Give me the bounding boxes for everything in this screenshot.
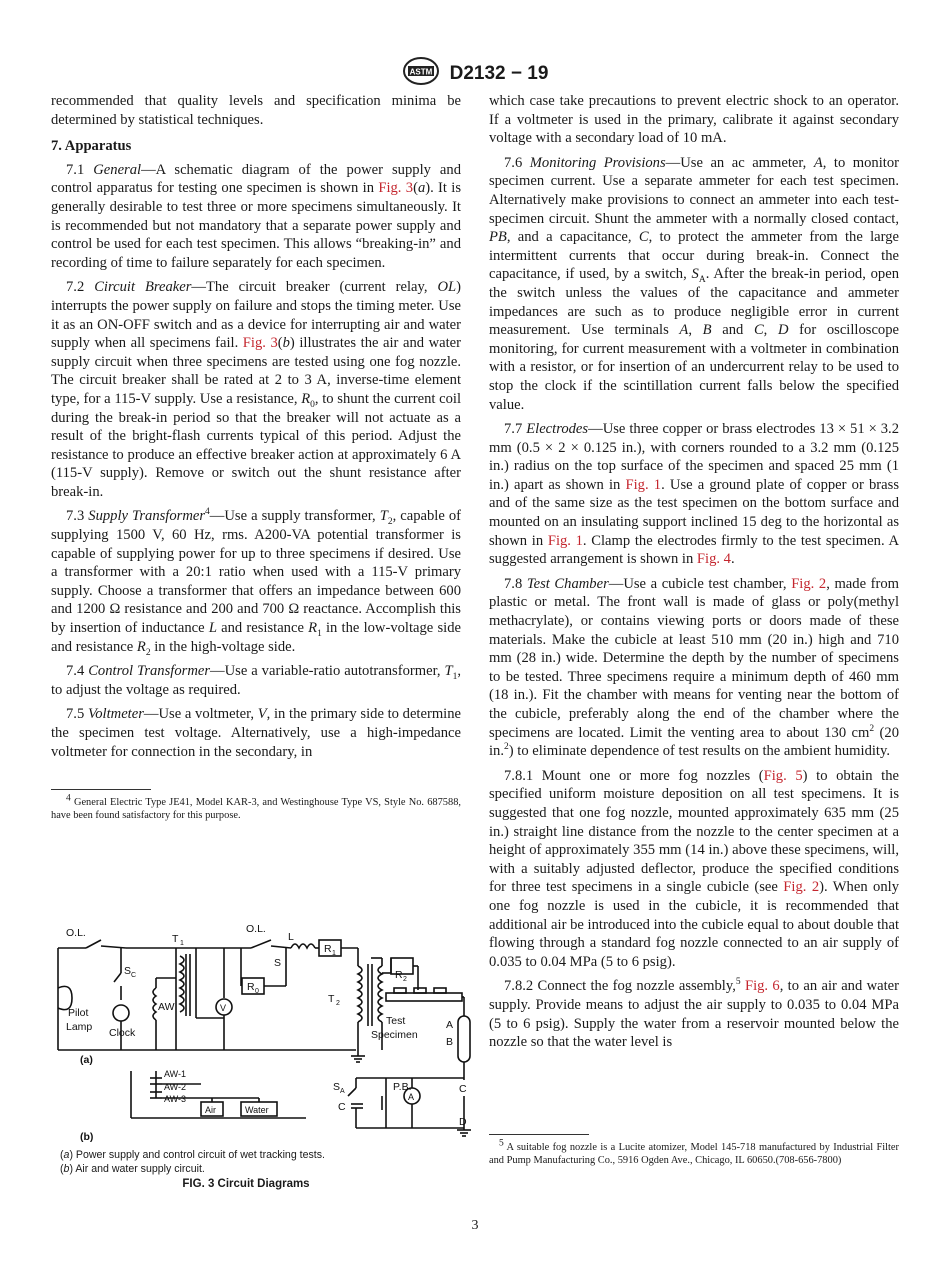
- figure-captions: [60, 1148, 325, 1176]
- label-t1: T: [172, 933, 179, 945]
- right-footnote-area: [489, 1134, 899, 1167]
- label-lamp: Lamp: [66, 1021, 93, 1033]
- document-designation: D2132 − 19: [449, 62, 549, 84]
- label-terminal-d: D: [459, 1116, 467, 1128]
- label-capacitor: C: [338, 1101, 346, 1113]
- label-terminal-b: B: [446, 1036, 454, 1048]
- section-title: 7. Apparatus: [51, 138, 132, 155]
- circuit-diagram: [46, 918, 476, 1143]
- fig-2-link[interactable]: Fig. 2: [791, 575, 827, 592]
- label-specimen: Specimen: [371, 1029, 418, 1041]
- label-r0: R: [247, 981, 255, 993]
- label-t2: T: [328, 993, 335, 1005]
- label-test: Test: [386, 1015, 406, 1027]
- label-s: S: [274, 957, 282, 969]
- fig-1-link[interactable]: Fig. 1: [625, 476, 662, 493]
- label-r0-sub: 0: [255, 988, 259, 995]
- figure-title: FIG. 3 Circuit Diagrams: [182, 1178, 310, 1190]
- footnote-rule: [489, 1134, 589, 1135]
- label-ammeter: A: [408, 1092, 415, 1102]
- paragraph-7-3: 7.3 Supply Transformer$^4$—Use a supply transformer, $T_2$, capable of supplying 1500 V, 60 Hz, rms. A200-VA potential transformer is capable of supplying power for up to three specimens if desired. Use a transformer with a 20:1 ratio when used with a 115-V primary supply. Choose a transformer that offers an impedance between 600 and 1200 Ω resistance and 200 and 700 Ω reactance. Accomplish this by insertion of inductance L and resistance $R_1$ in the low-voltage side and resistance $R_2$ in the high-voltage side.: [51, 507, 462, 658]
- caption-a: (a) Power supply and control circuit of wet tracking tests.: [60, 1149, 325, 1161]
- label-sc: S: [124, 965, 132, 977]
- circuit-diagram-figure: [46, 918, 476, 1148]
- label-ol-mid: O.L.: [246, 923, 266, 935]
- footnote-rule: [51, 789, 151, 790]
- label-sc-sub: C: [131, 972, 137, 979]
- label-l: L: [288, 931, 294, 943]
- paragraph-7-7: 7.7 Electrodes—Use three copper or brass electrodes 13 × 51 × 3.2 mm (0.5 × 2 × 0.125 in.), with corners rounded to a 3.2 mm (0.125 in.) radius on the top surface of the specimen and spaced 25 mm (1 in.) apart as shown in Fig. 1. Use a ground plate of copper or brass and of the same size as the test specimen on the bottom surface and mounted on an insulating support inclined 15 deg to the horizontal as shown in Fig. 1. Clamp the electrodes firmly to the test specimen. A suggested arrangement is shown in Fig. 4.: [489, 421, 899, 568]
- intro-paragraph: recommended that quality levels and specification minima be determined by statistical techniques.: [51, 93, 461, 128]
- left-column: [51, 92, 461, 828]
- label-aw2: AW-2: [164, 1082, 187, 1092]
- label-terminal-a: A: [446, 1019, 454, 1031]
- label-water: Water: [245, 1105, 269, 1115]
- fig-3-link[interactable]: Fig. 3: [378, 180, 414, 197]
- footnote-5: $^5$ A suitable fog nozzle is a Lucite atomizer, Model 145-718 manufactured by Industrial Filter and Pump Manufacturing Co., 5916 Ogden Ave., Chicago, IL 60650.(708-656-7800): [489, 1138, 899, 1166]
- label-r1-sub: 1: [332, 950, 336, 957]
- label-sa: S: [333, 1081, 341, 1093]
- label-r2: R: [395, 969, 403, 981]
- fig-2-link[interactable]: Fig. 2: [783, 879, 820, 896]
- label-air: Air: [205, 1105, 216, 1115]
- paragraph-7-6: 7.6 Monitoring Provisions—Use an ac ammeter, A, to monitor specimen current. Use a separate ammeter for each test specimen. Alternatively make provisions to connect an ammeter into each test-specimen circuit. Shunt the ammeter with a normally closed contact, PB, and a capacitance, C, to protect the ammeter from the large intermittent currents that occur during break-in. Connect the capacitance, if used, by a switch, $S_A$. After the break-in period, open the switch unless the values of the capacitance and ammeter impedances are such as to produce negligible error in current measurement. Use terminals A, B and C, D for oscilloscope monitoring, for current measurement with a voltmeter in combination with a resistor, or for insertion of an undercurrent relay to be used to stop the clock if the scintillation current falls below the specified value.: [489, 154, 900, 413]
- label-part-a: (a): [80, 1054, 93, 1066]
- label-pilot: Pilot: [68, 1007, 89, 1019]
- paragraph-7-5: 7.5 Voltmeter—Use a voltmeter, V, in the primary side to determine the specimen test voltage. Alternatively, use a high-impedance voltmeter for connection in the secondary, in: [51, 706, 462, 760]
- paragraph-7-2: 7.2 Circuit Breaker—The circuit breaker (current relay, OL) interrupts the power supply on failure and stops the timing meter. Use it as an ON-OFF switch and as a device for interrupting air and water supply when all specimens fail. Fig. 3(b) illustrates the air and water supply circuit when three specimens are tested using one fog nozzle. The circuit breaker shall be rated at 2 to 3 A, inverse-time element type, for a 115-V supply. Use a resistance, $R_0$, to shunt the current coil during the break-in period so that the breaker will not actuate as a result of the bright-flash currents typical of this period. Adjust the resistance to produce an effective breaker action at approximately 6 A (115-V supply). Remove or switch out the shunt resistance after break-in.: [51, 279, 462, 500]
- label-r2-sub: 2: [403, 976, 407, 983]
- label-r1: R: [324, 943, 332, 955]
- paragraph-7-4: 7.4 Control Transformer—Use a variable-ratio autotransformer, $T_1$, to adjust the voltage as required.: [51, 663, 461, 698]
- page-header: [0, 56, 950, 91]
- paragraph-7-5-continued: which case take precautions to prevent electric shock to an operator. If a voltmeter is used in the primary, calibrate it against secondary voltage with a secondary load of 10 mA.: [489, 93, 899, 147]
- logo-text: ASTM: [409, 67, 432, 77]
- caption-b: (b) Air and water supply circuit.: [60, 1163, 205, 1175]
- label-pb: P.B.: [393, 1081, 412, 1093]
- label-aw: AW: [158, 1001, 175, 1013]
- paragraph-7-1: 7.1 General—A schematic diagram of the power supply and control apparatus for testing one specimen is shown in Fig. 3(a). It is generally desirable to test three or more specimens simultaneously. It is recommended but not mandatory that a separate power supply and control be used for each test specimen. This allows “breaking-in” and recording of time to failure separately for each specimen.: [51, 161, 462, 271]
- fig-4-link[interactable]: Fig. 4: [696, 551, 731, 568]
- fig-1-link[interactable]: Fig. 1: [547, 532, 583, 549]
- label-terminal-c: C: [459, 1083, 467, 1095]
- footnote-4: $^4$ General Electric Type JE41, Model KAR-3, and Westinghouse Type VS, Style No. 687588, have been found satisfactory for this purpose.: [51, 793, 461, 822]
- paragraph-7-8: 7.8 Test Chamber—Use a cubicle test chamber, Fig. 2, made from plastic or metal. The front wall is made of glass or poly(methyl methacrylate), or contains viewing ports or doors made of these materials. Make the cubicle at least 510 mm (20 in.) high and 710 mm (28 in.) wide. Determine the depth by the number of specimens to be tested. Three specimens require a minimum depth of 460 mm (18 in.). Fit the chamber with means for venting near the bottom of the cubicle, preferably along the end of the chamber where the specimens are located. Limit the venting area to about 130 $cm^2$ (20 in.$^2$) to eliminate dependence of test results on the ambient humidity.: [489, 575, 900, 760]
- paragraph-7-8-1: 7.8.1 Mount one or more fog nozzles (Fig. 5) to obtain the specified uniform moisture deposition on all test specimens. It is suggested that one fog nozzle, mounted approximately 635 mm (25 in.) straight line distance from the nozzle to the center specimen at a height of approximately 355 mm (14 in.) above these specimens, will, with a suitably adjusted deflector, produce the specified conditions for three test specimens in a single cubicle (see Fig. 2). When only one fog nozzle is used in the cubicle, it is recommended that additional air be introduced into the cubicle equal to about double that flowing through a standard fog nozzle connected to an air supply of 0.035 to 0.04 MPa (5 to 6 psig).: [489, 767, 900, 970]
- label-clock: Clock: [109, 1027, 136, 1039]
- paragraph-7-8-2: 7.8.2 Connect the fog nozzle assembly,$^5$ Fig. 6, to an air and water supply. Provide means to adjust the air supply to 0.035 to 0.04 MPa (5 to 6 psig). Supply the water from a reservoir mounted below the nozzle so that the water level is: [489, 977, 900, 1051]
- label-sa-sub: A: [340, 1088, 345, 1095]
- fig-5-link[interactable]: Fig. 5: [763, 767, 803, 784]
- label-v: V: [220, 1003, 227, 1013]
- label-aw3: AW-3: [164, 1094, 187, 1104]
- page-number: 3: [471, 1218, 479, 1233]
- fig-6-link[interactable]: Fig. 6: [744, 978, 780, 995]
- label-ol-left: O.L.: [66, 927, 86, 939]
- right-column: [489, 92, 899, 1058]
- label-part-b: (b): [80, 1131, 94, 1143]
- label-t1-sub: 1: [180, 940, 184, 947]
- label-aw1: AW-1: [164, 1069, 187, 1079]
- label-t2-sub: 2: [336, 1000, 340, 1007]
- fig-3-link[interactable]: Fig. 3: [242, 335, 278, 352]
- astm-logo-icon: [402, 56, 440, 91]
